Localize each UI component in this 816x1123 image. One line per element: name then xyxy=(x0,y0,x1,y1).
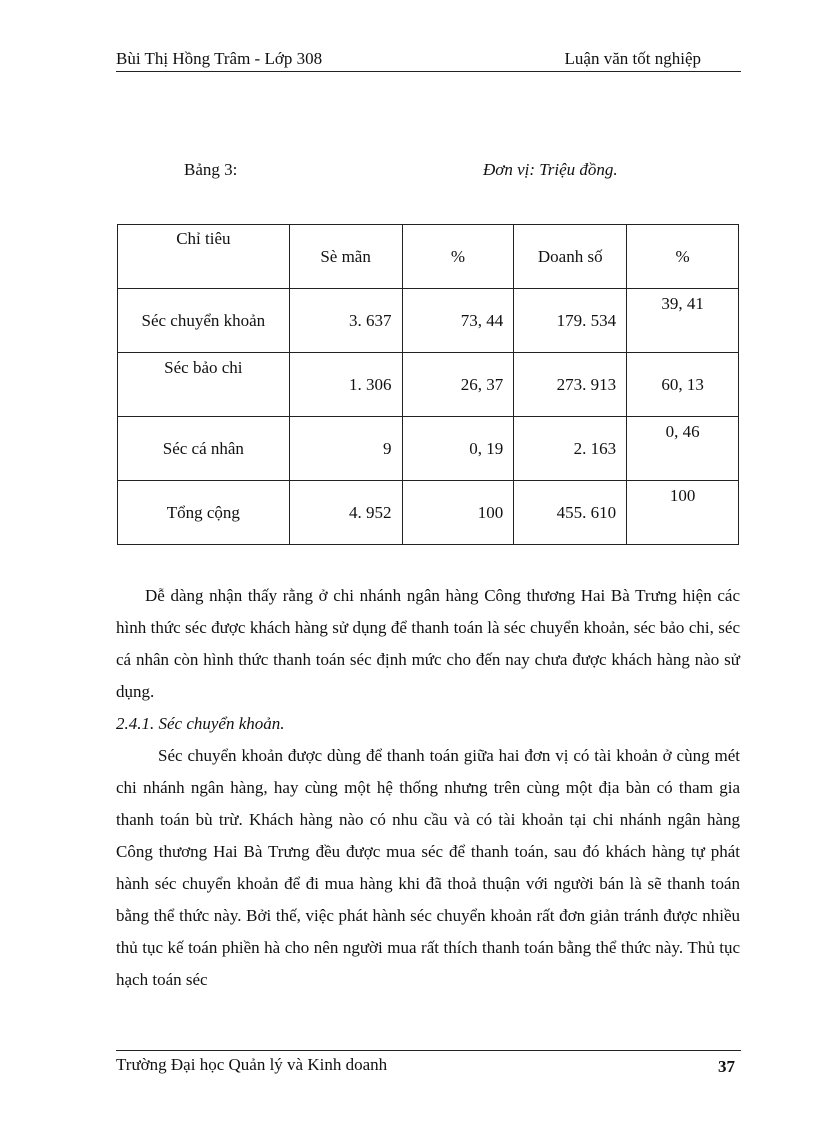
page-footer xyxy=(116,1050,741,1076)
data-table xyxy=(117,224,739,545)
table-cell: 100 xyxy=(402,481,514,545)
table-cell: 100 xyxy=(627,481,739,545)
table-cell: 73, 44 xyxy=(402,289,514,353)
header-cell: Sè mãn xyxy=(289,225,402,289)
row-label: Séc bảo chi xyxy=(118,353,290,417)
table-cell: 9 xyxy=(289,417,402,481)
page-number: 37 xyxy=(718,1057,735,1076)
table-cell: 273. 913 xyxy=(514,353,627,417)
footer-institution: Trường Đại học Quản lý và Kinh doanh xyxy=(116,1055,388,1074)
table-cell: 0, 46 xyxy=(627,417,739,481)
page-header xyxy=(116,49,741,72)
table-row xyxy=(118,481,739,545)
header-cell: % xyxy=(627,225,739,289)
table-cell: 26, 37 xyxy=(402,353,514,417)
table-cell: 3. 637 xyxy=(289,289,402,353)
table-cell: 179. 534 xyxy=(514,289,627,353)
row-label: Séc cá nhân xyxy=(118,417,290,481)
row-label: Tổng cộng xyxy=(118,481,290,545)
header-cell: Chỉ tiêu xyxy=(118,225,290,289)
header-title: Luận văn tốt nghiệp xyxy=(564,49,701,68)
table-header-row xyxy=(118,225,739,289)
section-subheading: 2.4.1. Séc chuyển khoản. xyxy=(116,714,285,733)
table-unit: Đơn vị: Triệu đồng. xyxy=(483,160,618,179)
table-cell: 4. 952 xyxy=(289,481,402,545)
table-cell: 0, 19 xyxy=(402,417,514,481)
table-cell: 455. 610 xyxy=(514,481,627,545)
table-cell: 2. 163 xyxy=(514,417,627,481)
table-row xyxy=(118,417,739,481)
table-cell: 1. 306 xyxy=(289,353,402,417)
body-text xyxy=(116,580,740,996)
table-row xyxy=(118,353,739,417)
paragraph: Dễ dàng nhận thấy rằng ở chi nhánh ngân hàng Công thương Hai Bà Trưng hiện các hình thức séc được khách hàng sử dụng để thanh toán là séc chuyển khoản, séc bảo chi, séc cá nhân còn hình thức thanh toán séc định mức cho đến nay chưa được khách hàng nào sử dụng. xyxy=(116,586,740,701)
table-label: Bảng 3: xyxy=(184,160,238,179)
row-label: Séc chuyển khoản xyxy=(118,289,290,353)
header-cell: Doanh số xyxy=(514,225,627,289)
paragraph: Séc chuyển khoản được dùng để thanh toán giữa hai đơn vị có tài khoản ở cùng mét chi nhánh ngân hàng, hay cùng một hệ thống nhưng trên cùng một địa bàn có tham gia thanh toán bù trừ. Khách hàng nào có nhu cầu và có tài khoản tại chi nhánh ngân hàng Công thương Hai Bà Trưng đều được mua séc để thanh toán, sau đó khách hàng tự phát hành séc chuyển khoản để đi mua hàng khi đã thoả thuận với người bán là sẽ thanh toán bằng thể thức này. Bởi thế, việc phát hành séc chuyển khoản rất đơn giản tránh được nhiều thủ tục kế toán phiền hà cho nên người mua rất thích thanh toán bằng thể thức này. Thủ tục hạch toán séc xyxy=(116,746,740,989)
table-cell: 39, 41 xyxy=(627,289,739,353)
header-cell: % xyxy=(402,225,514,289)
table-cell: 60, 13 xyxy=(627,353,739,417)
table-row xyxy=(118,289,739,353)
header-author: Bùi Thị Hồng Trâm - Lớp 308 xyxy=(116,49,323,68)
